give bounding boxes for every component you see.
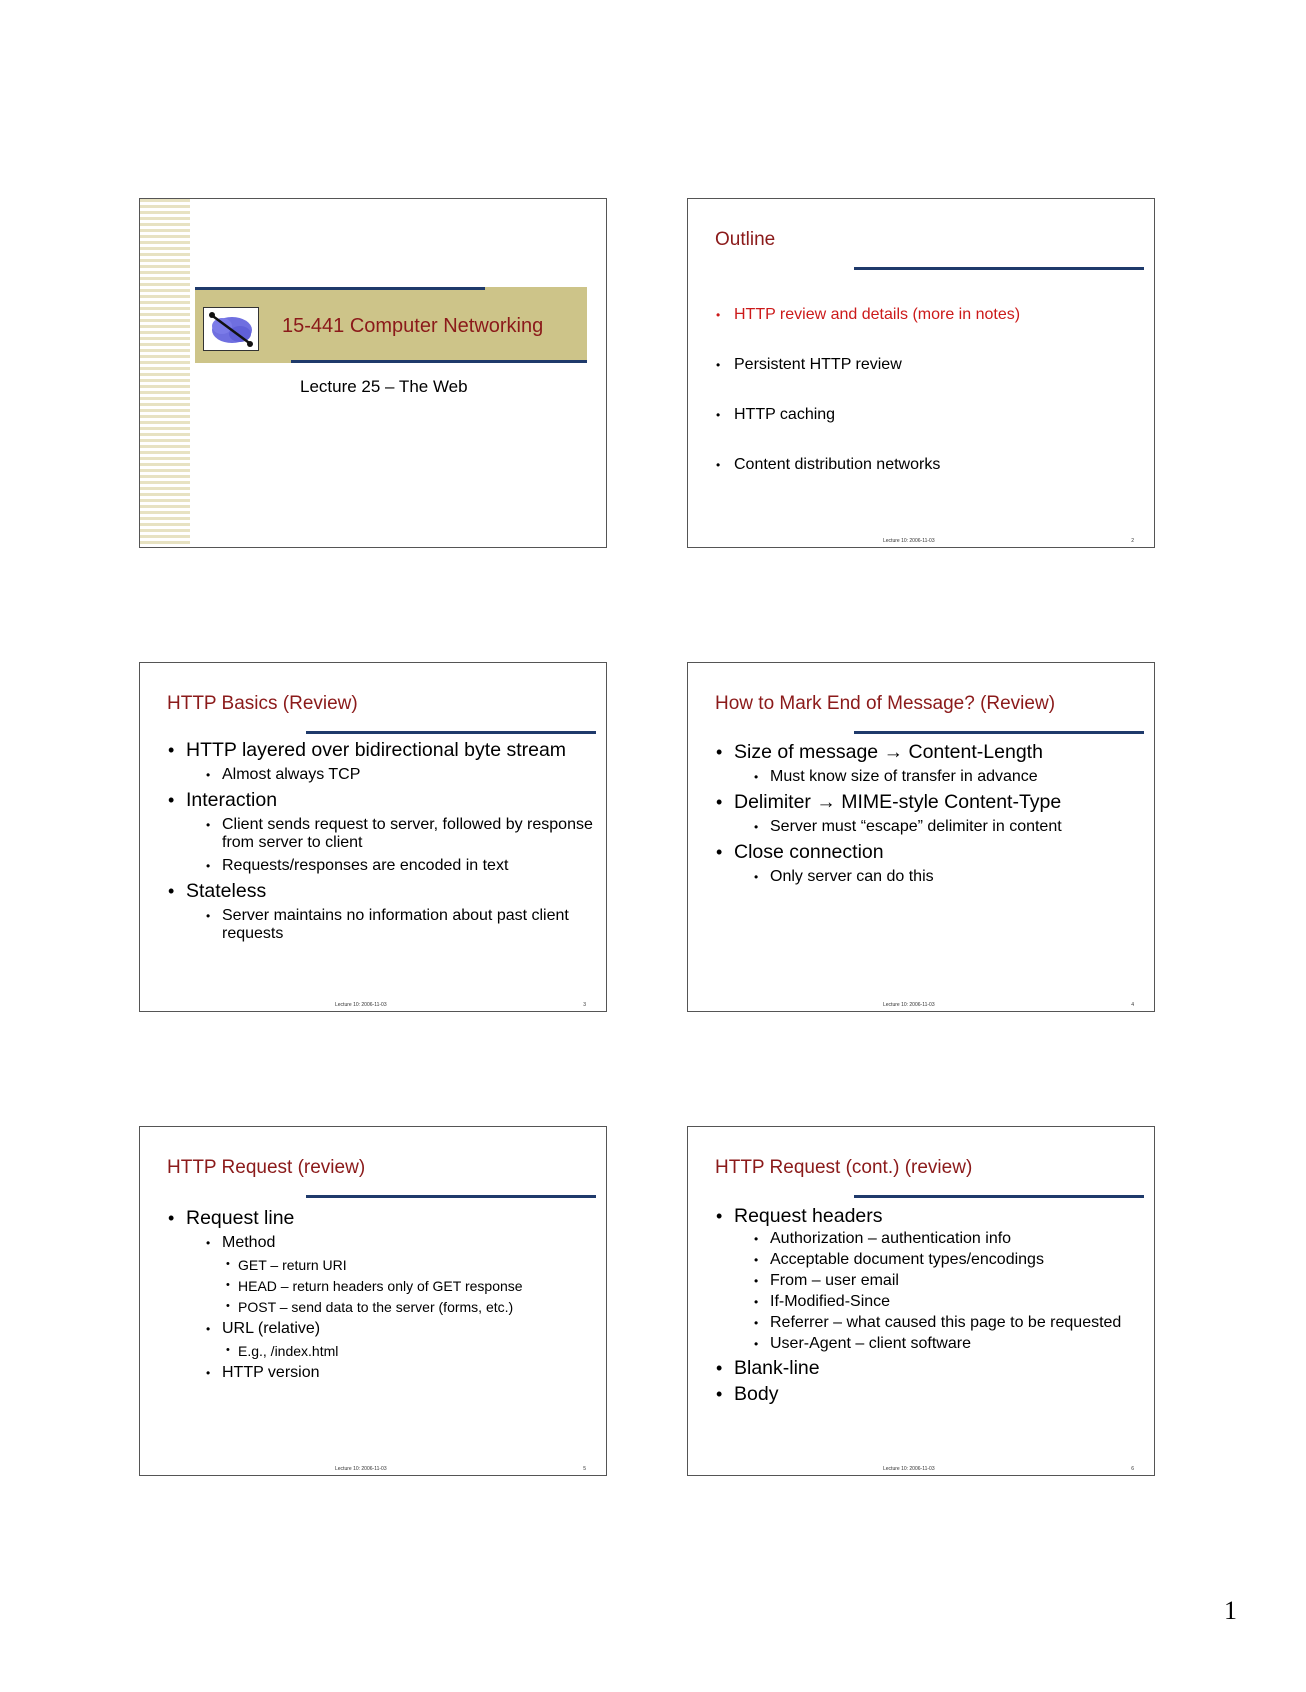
list-item [716,841,1144,886]
slide-title: How to Mark End of Message? (Review) [715,693,1056,714]
decorative-stripes [140,199,190,547]
list-subitem: • From – user email [754,1272,1144,1290]
bullet-list [716,1205,1144,1405]
slide-title: HTTP Request (cont.) (review) [715,1157,973,1178]
list-subitem: • Server maintains no information about past client requests [206,907,596,943]
title-rule-top [195,287,485,290]
title-rule [306,1195,596,1198]
list-subitem: • Server must “escape” delimiter in content [754,818,1144,836]
list-subsubitem: • GET – return URI [226,1257,596,1273]
list-subitem: • Must know size of transfer in advance [754,768,1144,786]
list-subitem-text: HTTP version [222,1364,320,1381]
list-subitem-text: Method [222,1234,276,1251]
list-subitem: • Acceptable document types/encodings [754,1251,1144,1269]
list-item-text: Interaction [186,789,278,811]
list-item [716,1205,1144,1353]
slide-footer: Lecture 10: 2006-11-03 [335,1002,387,1008]
slide-3 [139,662,607,1012]
list-item-text: Size of message → Content-Length [734,741,1043,763]
list-item [716,741,1144,786]
list-subitem: • Almost always TCP [206,766,596,784]
slide-6 [687,1126,1155,1476]
title-rule [854,1195,1144,1198]
page-number: 1 [1224,1596,1237,1625]
list-item: • Content distribution networks [716,455,1144,475]
slide-footer: Lecture 10: 2006-11-03 [883,1466,935,1472]
list-item-text: Close connection [734,841,884,863]
list-subitem: • If-Modified-Since [754,1293,1144,1311]
slide-footer: Lecture 10: 2006-11-03 [883,538,935,544]
slide-number: 5 [583,1466,586,1472]
bullet-list [168,739,596,943]
list-subitem-text: URL (relative) [222,1320,321,1337]
slide-number: 4 [1131,1002,1134,1008]
list-item [716,791,1144,836]
list-item-text: HTTP layered over bidirectional byte stream [186,739,567,761]
slide-number: 2 [1131,538,1134,544]
slide-title: HTTP Request (review) [167,1157,366,1178]
title-band [195,287,587,363]
slide-4 [687,662,1155,1012]
list-subitem: • Client sends request to server, followed by response from server to client [206,816,596,852]
list-item-text: Delimiter → MIME-style Content-Type [734,791,1062,813]
list-subitem [206,1234,596,1252]
list-subitem [206,1320,596,1338]
slide-5 [139,1126,607,1476]
list-item [168,739,596,784]
list-item: • Persistent HTTP review [716,355,1144,375]
list-subsubitem: • POST – send data to the server (forms, etc.) [226,1299,596,1315]
list-subsubitem: • E.g., /index.html [226,1343,596,1359]
network-cloud-icon [203,307,259,351]
slide-number: 3 [583,1002,586,1008]
list-subitem: • User-Agent – client software [754,1335,1144,1353]
list-subitem: • Requests/responses are encoded in text [206,857,596,875]
list-subitem: • Authorization – authentication info [754,1230,1144,1248]
title-rule [854,731,1144,734]
list-subsubitem: • HEAD – return headers only of GET response [226,1278,596,1294]
slide-2 [687,198,1155,548]
list-item: • Body [716,1383,1144,1405]
slide-footer: Lecture 10: 2006-11-03 [883,1002,935,1008]
title-rule-bottom [291,360,587,363]
title-rule [854,267,1144,270]
list-subitem: • Only server can do this [754,868,1144,886]
slide-number: 6 [1131,1466,1134,1472]
slide-title: Outline [715,229,776,250]
list-item: • HTTP caching [716,405,1144,425]
title-rule [306,731,596,734]
slide-1 [139,198,607,548]
list-subitem [206,1364,596,1382]
list-item-text: Request line [186,1207,295,1229]
slide-title: HTTP Basics (Review) [167,693,358,714]
list-subitem: • Referrer – what caused this page to be requested [754,1314,1144,1332]
list-item [168,789,596,875]
bullet-list [716,305,1144,475]
list-item [168,880,596,943]
list-item-text: Request headers [734,1205,883,1227]
list-item-text: Stateless [186,880,267,902]
slide-1-subtitle: Lecture 25 – The Web [300,377,468,396]
slide-footer: Lecture 10: 2006-11-03 [335,1466,387,1472]
bullet-list [168,1207,596,1382]
slide-1-title: 15-441 Computer Networking [282,315,544,337]
list-item: • HTTP review and details (more in notes) [716,305,1144,325]
bullet-list [716,741,1144,886]
list-item [168,1207,596,1382]
list-item: • Blank-line [716,1357,1144,1379]
